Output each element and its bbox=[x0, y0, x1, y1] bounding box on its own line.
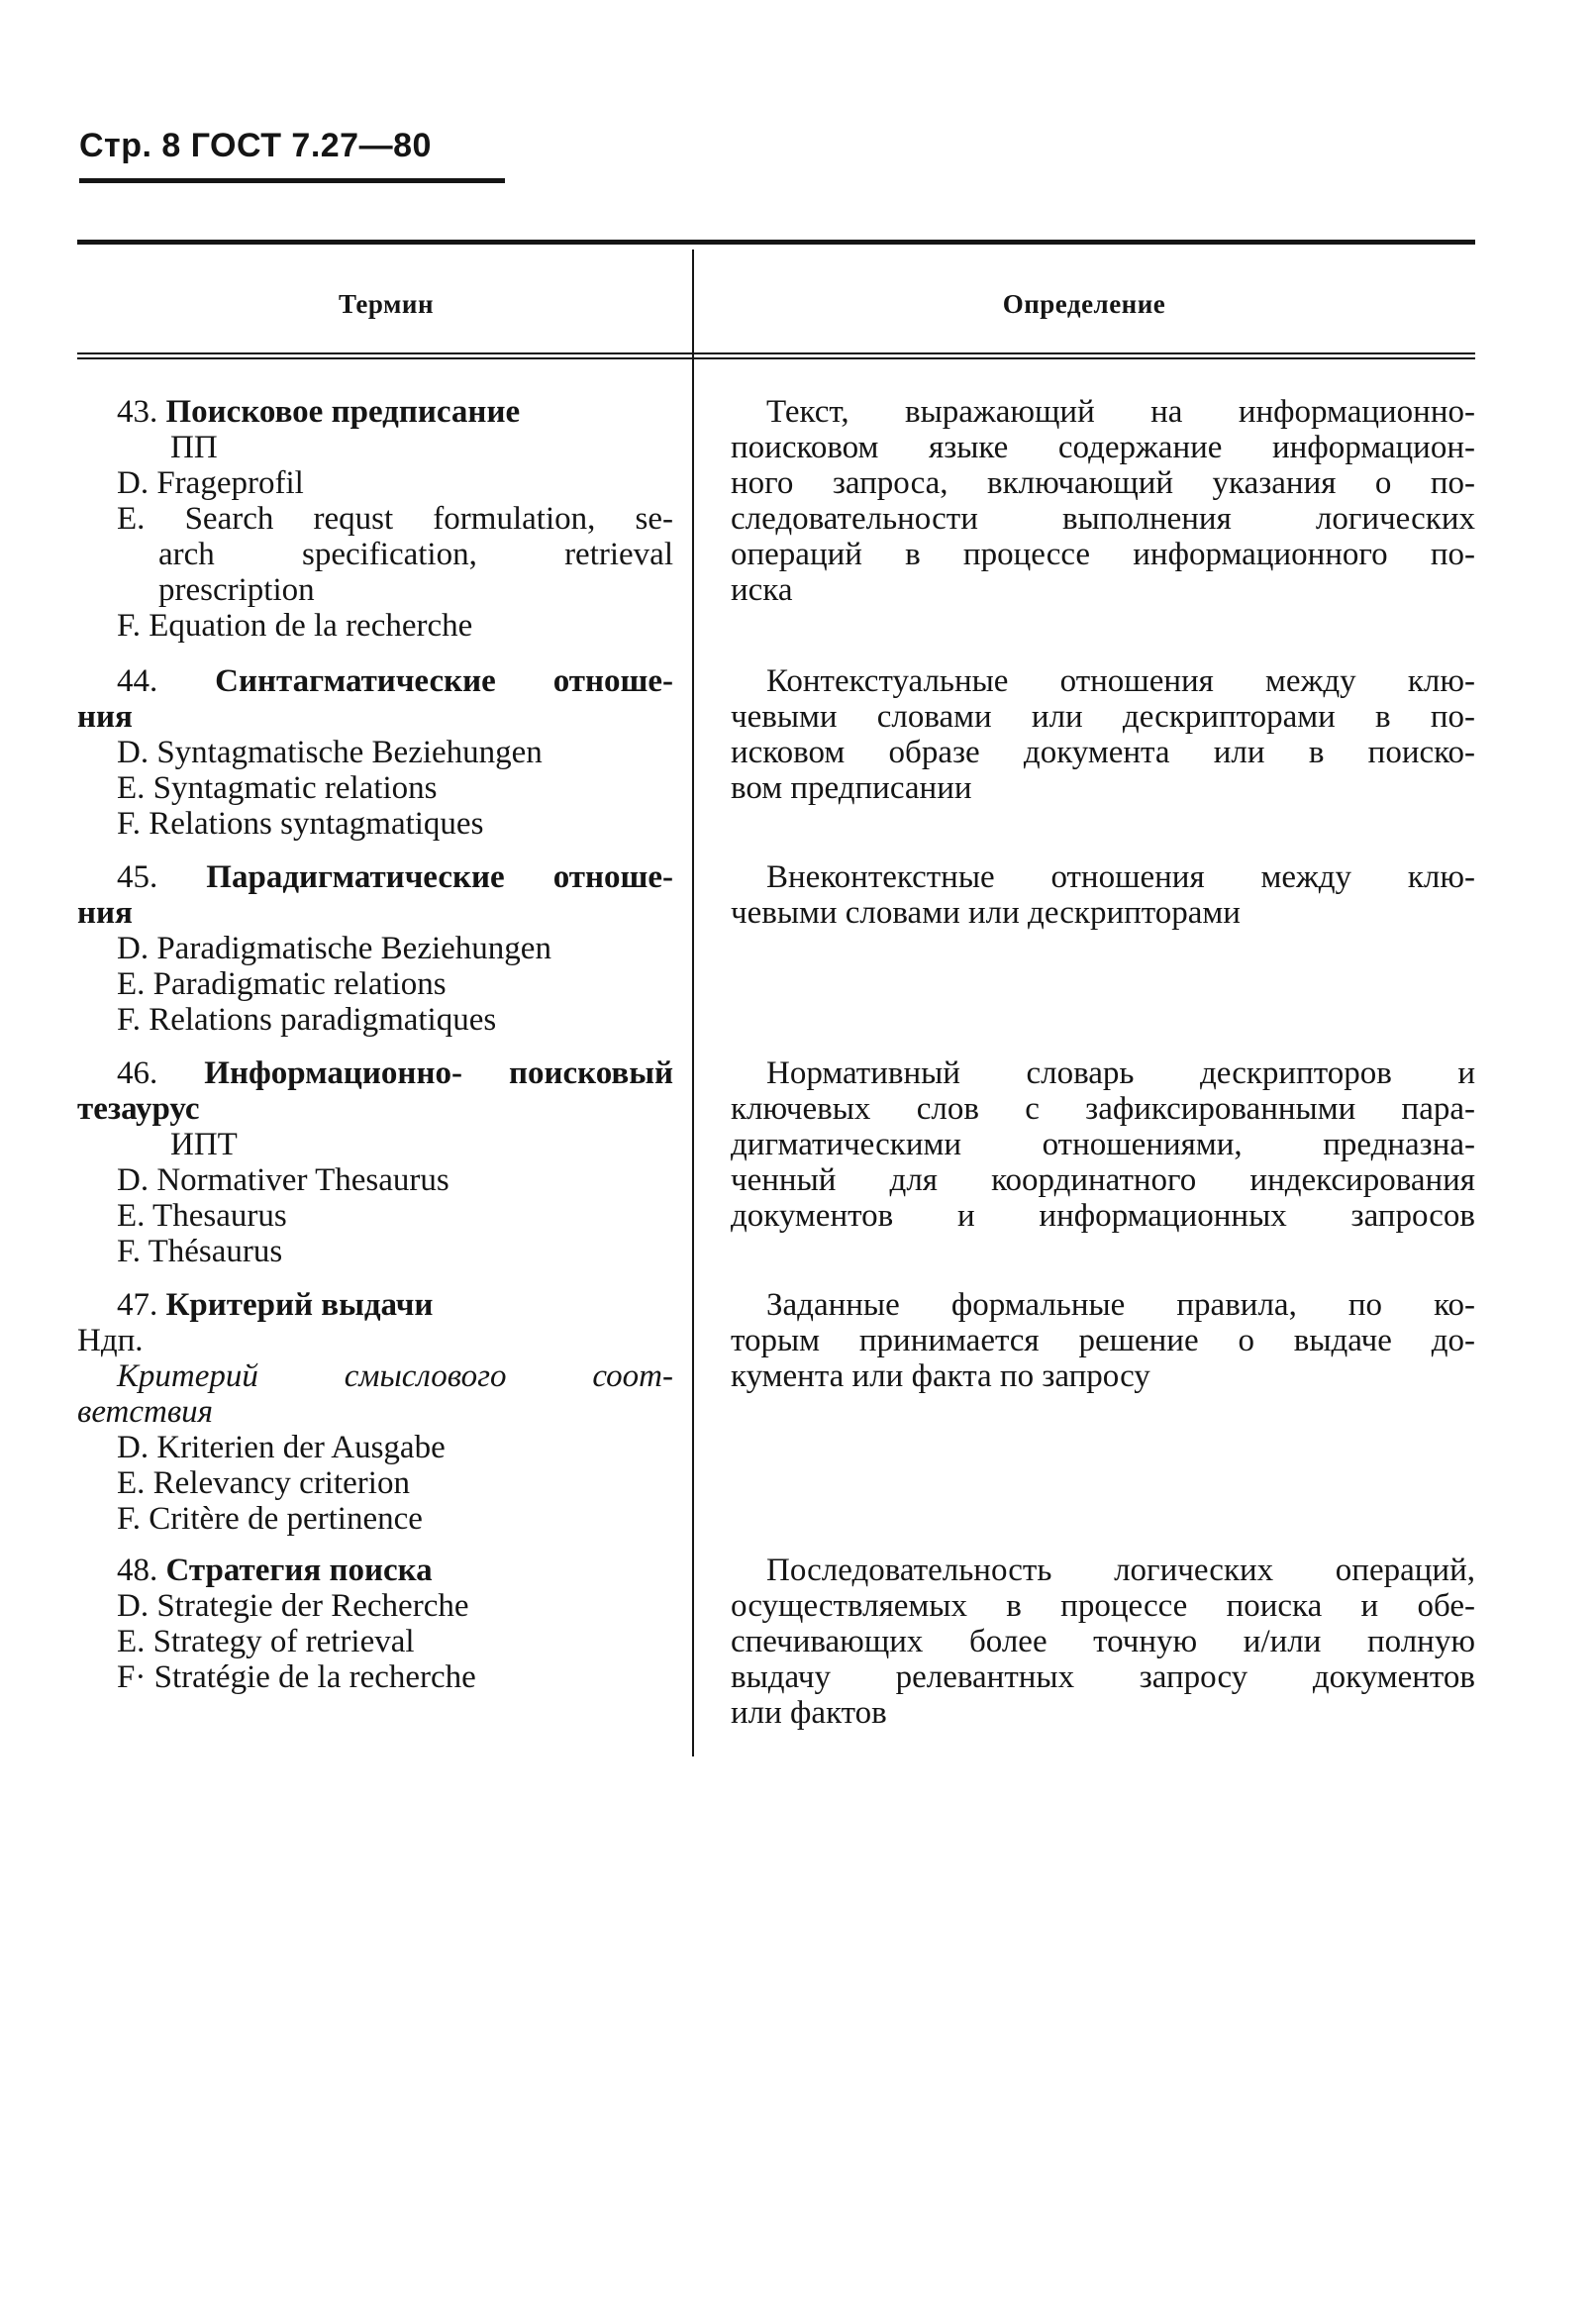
term-foreign-fr: F. Thésaurus bbox=[117, 1234, 283, 1269]
column-header-term: Термин bbox=[338, 289, 435, 319]
definition-line: исковом образе документа или в поиско- bbox=[731, 735, 1475, 770]
definition-cell bbox=[731, 859, 1475, 931]
term-foreign-en: E. Search requst formulation, se- bbox=[117, 501, 673, 537]
term-number: 43. bbox=[117, 394, 158, 430]
term-name: Критерий выдачи bbox=[165, 1287, 434, 1323]
term-name: Информационно- поисковый bbox=[204, 1055, 674, 1091]
term-foreign-de: D. Normativer Thesaurus bbox=[117, 1162, 449, 1198]
definition-line: торым принимается решение о выдаче до- bbox=[731, 1323, 1475, 1358]
definition-line: вом предписании bbox=[731, 770, 972, 806]
term-abbreviation: ПП bbox=[170, 430, 218, 465]
definition-line: чевыми словами или дескрипторами в по- bbox=[731, 699, 1475, 735]
term-foreign-en: E. Relevancy criterion bbox=[117, 1465, 410, 1501]
definition-line: Последовательность логических операций, bbox=[766, 1553, 1475, 1588]
definition-line: осуществляемых в процессе поиска и обе- bbox=[731, 1588, 1475, 1624]
term-name: Стратегия поиска bbox=[165, 1553, 433, 1588]
term-foreign-fr: F. Equation de la recherche bbox=[117, 608, 473, 644]
term-foreign-en-cont: arch specification, retrieval bbox=[158, 537, 673, 572]
term-cell bbox=[77, 394, 673, 644]
definition-cell bbox=[731, 1553, 1475, 1731]
term-ndp-label: Ндп. bbox=[77, 1323, 144, 1358]
term-foreign-en: E. Thesaurus bbox=[117, 1198, 287, 1234]
definition-cell bbox=[731, 663, 1475, 806]
term-number: 46. bbox=[117, 1055, 158, 1091]
term-cell bbox=[77, 1055, 673, 1269]
term-foreign-de: D. Paradigmatische Beziehungen bbox=[117, 931, 551, 966]
definition-line: операций в процессе информационного по- bbox=[731, 537, 1475, 572]
definition-line: спечивающих более точную и/или полную bbox=[731, 1624, 1475, 1659]
definition-line: выдачу релевантных запросу документов bbox=[731, 1659, 1475, 1695]
definition-line: ного запроса, включающий указания о по- bbox=[731, 465, 1475, 501]
term-foreign-de: D. Kriterien der Ausgabe bbox=[117, 1430, 446, 1465]
term-cell bbox=[77, 1553, 673, 1695]
term-foreign-de: D. Frageprofil bbox=[117, 465, 304, 501]
definition-line: Текст, выражающий на информационно- bbox=[766, 394, 1475, 430]
definition-line: следовательности выполнения логических bbox=[731, 501, 1475, 537]
term-name: Парадигматические отноше- bbox=[206, 859, 674, 895]
term-number: 48. bbox=[117, 1553, 158, 1588]
definition-cell bbox=[731, 394, 1475, 608]
term-foreign-en: E. Paradigmatic relations bbox=[117, 966, 447, 1002]
term-foreign-de: D. Strategie der Recherche bbox=[117, 1588, 469, 1624]
definition-line: Внеконтекстные отношения между клю- bbox=[766, 859, 1475, 895]
term-foreign-fr: F. Relations syntagmatiques bbox=[117, 806, 484, 842]
definition-cell bbox=[731, 1055, 1475, 1234]
definition-line: чевыми словами или дескрипторами bbox=[731, 895, 1241, 931]
table-header-rule bbox=[77, 352, 1475, 359]
term-number: 47. bbox=[117, 1287, 158, 1323]
term-foreign-de: D. Syntagmatische Beziehungen bbox=[117, 735, 543, 770]
page-header: Стр. 8 ГОСТ 7.27—80 bbox=[79, 127, 432, 164]
term-name-cont: ния bbox=[77, 699, 133, 735]
term-title bbox=[77, 394, 673, 430]
definition-line: ключевых слов с зафиксированными пара- bbox=[731, 1091, 1475, 1127]
term-foreign-fr: F. Critère de pertinence bbox=[117, 1501, 423, 1537]
term-foreign-en-cont2: prescription bbox=[158, 572, 315, 608]
definition-line: документов и информационных запросов bbox=[731, 1198, 1475, 1234]
term-title bbox=[77, 1553, 673, 1588]
term-ndp-synonym-cont: ветствия bbox=[77, 1394, 214, 1430]
definition-line: ченный для координатного индексирования bbox=[731, 1162, 1475, 1198]
definition-line: кумента или факта по запросу bbox=[731, 1358, 1150, 1394]
term-name: Синтагматические отноше- bbox=[215, 663, 673, 699]
definition-line: Нормативный словарь дескрипторов и bbox=[766, 1055, 1475, 1091]
definition-cell bbox=[731, 1287, 1475, 1394]
header-rule bbox=[79, 178, 505, 183]
term-title bbox=[77, 1055, 673, 1091]
column-divider bbox=[692, 250, 694, 1756]
term-foreign-en: E. Syntagmatic relations bbox=[117, 770, 438, 806]
term-title bbox=[77, 663, 673, 699]
definition-line: иска bbox=[731, 572, 793, 608]
term-foreign-en: E. Strategy of retrieval bbox=[117, 1624, 415, 1659]
term-name-cont: тезаурус bbox=[77, 1091, 200, 1127]
term-cell bbox=[77, 859, 673, 1038]
column-header-definition: Определение bbox=[1002, 289, 1166, 319]
definition-line: Контекстуальные отношения между клю- bbox=[766, 663, 1475, 699]
definition-line: или фактов bbox=[731, 1695, 887, 1731]
definition-line: поисковом языке содержание информацион- bbox=[731, 430, 1475, 465]
table-top-rule bbox=[77, 240, 1475, 245]
definition-line: Заданные формальные правила, по ко- bbox=[766, 1287, 1475, 1323]
term-foreign-fr: F. Relations paradigmatiques bbox=[117, 1002, 497, 1038]
term-title bbox=[77, 1287, 673, 1323]
definition-line: дигматическими отношениями, предназна- bbox=[731, 1127, 1475, 1162]
term-ndp-synonym: Критерий смыслового соот- bbox=[117, 1358, 673, 1394]
term-name-cont: ния bbox=[77, 895, 133, 931]
term-abbreviation: ИПТ bbox=[170, 1127, 238, 1162]
term-name: Поисковое предписание bbox=[165, 394, 521, 430]
term-cell bbox=[77, 663, 673, 842]
term-number: 45. bbox=[117, 859, 158, 895]
term-cell bbox=[77, 1287, 673, 1537]
term-foreign-fr: F· Stratégie de la recherche bbox=[117, 1659, 476, 1695]
term-title bbox=[77, 859, 673, 895]
term-number: 44. bbox=[117, 663, 158, 699]
